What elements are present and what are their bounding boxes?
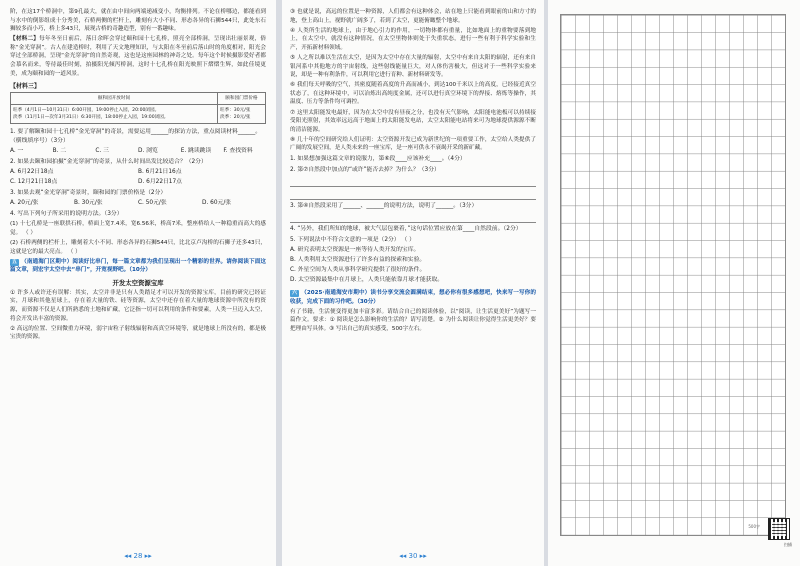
time-off: 淡季（11月1日—次年3月31日）6:30开园，18:00停止入园，19:00闭园。 — [13, 115, 169, 121]
price-off: 淡季：20元/张 — [220, 115, 251, 121]
answer-bracket[interactable]: （ ） — [22, 229, 36, 236]
article-paragraph-3: ③ 也就是说，高远的位置是一种资源，人们都会有这种体会，站在地上只能看到眼前的山和方寸的地，登上高山上，视野就广阔多了，若到了太空，更能俯瞰整个地球。 — [290, 9, 536, 24]
question-2-options — [10, 168, 266, 177]
m-q5-option-d — [290, 276, 536, 285]
option: A. 20元/张 — [10, 200, 39, 207]
page-right — [548, 0, 800, 566]
q5-text: 5. 下列说法中不符合文意的一项是（2分） — [290, 237, 400, 243]
price-peak: 旺季：30元/张 — [220, 108, 251, 114]
page-number: 30 — [408, 552, 418, 560]
page-left — [0, 0, 276, 566]
option: A. 一 — [10, 148, 24, 155]
page-number-middle: ◂◂ 30 ▸▸ — [399, 552, 427, 560]
section-five-intro — [10, 258, 266, 275]
q4-2-text: (2) 石桥两侧的栏杆上，雕刻着大小不同、形态各异的石狮544只，比北京卢沟桥的石狮子还多43只，这就是它的最大亮点。 — [10, 239, 266, 255]
article-paragraph-7: ⑦ 这里太阳能发电最好，因为在太空中没有昼夜之分，也没有天气影响，太阳能电池板可以持续接受阳光照射，其效率远远高于地面上的太阳能发电站，太空太阳能电站将来可为地球提供源源不断的清洁能源。 — [290, 109, 536, 133]
section-six-text: （2025·南通海安市期中）读书分享交流会圆满结束，想必你有很多感想吧，快来写一写你的收获，完成下面的习作吧。（30分） — [290, 290, 536, 305]
question-1: 1. 要了解颐和园十七孔桥“金光穿洞”的奇景，需要运用______的探访方法，重点阅读材料______。（横线填序号）（3分） — [10, 129, 262, 145]
option: C. 50元/张 — [138, 200, 167, 207]
option: C. 12月21日18点 — [10, 179, 58, 186]
m-q5-option-a — [290, 246, 536, 255]
m-question-4: 4. “另外，我们所知的地球，被大气层包裹着，”这句话位置应放在第____自然段前。（2分） — [290, 226, 522, 232]
material-two — [10, 35, 266, 78]
article-paragraph-4: ④ 人类所生活的地球上，由于地心引力的作用，一切物体都有重量，比如地面上的重物要落到地上，在太空中，就没有这种情况，在太空里物体则处于失重状态，进行一些有利于科学实验和生产，开拓新材料领域。 — [290, 27, 536, 51]
option: A. 研究表明太空资源是一座等待人类开发的宝库。 — [290, 247, 420, 253]
article-paragraph-1: ① 许多人或许还有误解：其实，太空并非是只有人类踏足才可以开发的资源宝库，目前的研究已经证实，月球和其他星球上，存在着大量的铁、硅等资源，太空中还存在着大量的地球资源中所没有的资源，而资源不仅是人们所熟悉的土地和矿藏，它泛指一切可以利用的条件和要素，人类一旦迈入太空，将会开发出丰富的资源。 — [10, 289, 266, 322]
page-middle — [282, 0, 544, 566]
option: D. 60元/张 — [202, 200, 232, 207]
section-six-badge: 六 — [292, 290, 298, 296]
table-cell — [11, 105, 218, 124]
option: B. 30元/张 — [74, 200, 103, 207]
question-4-item-2 — [10, 239, 266, 256]
essay-prompt: 有了书籍，生活便变得更加丰富多彩。请结合自己的阅读体验，以“阅读，让生活更美好”为题写一篇作文。要求：① 阅读是怎么影响你的生活的？请写清楚。② 为什么阅读让你觉得生活更美好？要把理由写具体。③ 写出自己的真实感受，500字左右。 — [290, 308, 536, 332]
question-3-options — [10, 199, 266, 208]
qr-code-icon[interactable] — [768, 518, 790, 540]
m-question-5 — [290, 236, 536, 245]
question-2: 2. 如果去颐和园拍摄“金光穿洞”的奇景，从什么时间出发比较适合？（2分） — [10, 159, 207, 166]
word-count-mark: 500字 — [748, 524, 760, 529]
article-paragraph-8: ⑧ 几十年的空间研究给人们证明：太空资源开发已成为新世纪的一项重要工作，太空给人类提供了广阔的发展空间，是人类未来的一座宝库，是一座可供永不衰竭开采的新矿藏。 — [290, 136, 536, 152]
section-five-text: （南通海门区期中）阅读好比串门，每一篇文章都为我们呈现出一个精彩的世界。请你阅读下面这篇文章，到宏宇太空中去“串门”，开宽视野吧。（10分） — [10, 258, 266, 274]
option: D. 6月22日17点 — [138, 179, 182, 186]
article-paragraph-5: ⑤ 人之所以难以生活在太空，是因为太空中存在大量的辐射，太空中有来自太阳的辐射，还有来自银河系中其他地方的宇宙射线，这些射线能量巨大，对人体伤害极大，但这对于一些科学实验来说，却是一种有利条件，可以利用它进行育种、新材料研发等。 — [290, 54, 536, 79]
option: D. 浏览 — [138, 148, 158, 155]
time-peak: 旺季（4月1日—10月31日）6:00开园，19:00停止入园，20:00闭园。 — [13, 108, 160, 114]
answer-line[interactable] — [290, 212, 536, 223]
qr-label: 扫描 — [784, 542, 792, 547]
intro-paragraph: 阶，在这17个桥洞中，第9孔最大，就在由中间向两端递减变小，均衡排列。不论在桥哪边，都能看到与水中的倒影组成十分秀美，石桥两侧的栏杆上，雕刻有大小不同、形态各异的石狮544只，此处东石狮较多而小巧，桥上多43只，展现古桥的奇趣造型，别有一番趣味。 — [10, 9, 266, 33]
m-question-2: 2. 第⑦自然段中加点的“或许”能否去掉？为什么？（3分） — [290, 167, 440, 173]
question-4-item-1 — [10, 220, 266, 237]
option: F. 查找资料 — [223, 148, 253, 155]
table-head-time: 颐和园开放时间 — [11, 93, 218, 105]
option: C. 三 — [95, 148, 109, 155]
section-five-badge: 五 — [12, 258, 18, 265]
option: B. 6月21日16点 — [138, 169, 182, 176]
article-paragraph-2: ② 高远的位置、空间微重力环境，弱宇宙粒子射线辐射和高真空环境等，就是地球上所没有的，都是极宝贵的资源。 — [10, 325, 266, 341]
option: B. 二 — [52, 148, 67, 155]
article-paragraph-6: ⑥ 我们每天呼吸的空气，其密度随着高度的升高而减小，到达100千米以上的高度，已经接近真空状态了，在这种环境中，可以冶炼出高纯度金属，还可以进行真空环境下的焊接、熔炼等操作，其温度、压力等条件均可调控。 — [290, 82, 536, 106]
answer-line[interactable] — [290, 189, 536, 200]
page-number-left: ◂◂ 28 ▸▸ — [124, 552, 152, 560]
question-2-options — [10, 178, 266, 187]
schedule-table — [10, 92, 266, 124]
material-two-label: 【材料二】 — [10, 36, 40, 43]
q4-1-text: (1) 十七孔桥是一座联拱石桥，桥面上宽7.4米，宽6.56米，桥高7米，整座桥给人一种稳重而高大的感觉。 — [10, 221, 266, 236]
option: C. 外星空间为人类从事科学研究提供了很好的条件。 — [290, 267, 426, 273]
option: A. 6月22日18点 — [10, 169, 54, 176]
answer-bracket[interactable]: （ ） — [67, 248, 81, 255]
writing-grid[interactable] — [560, 14, 786, 536]
m-question-3: 3. 第④自然段采用了______、______的说明方法，说明了______。（3分） — [290, 203, 478, 209]
material-two-text: 每年冬至日前后，落日余晖会穿过颐和园十七孔桥，照亮全部桥洞，呈现出壮丽景观，俗称“金光穿洞”。古人在建造桥时，利用了天文地理知识，与太阳在冬至前后落山时的角度相对，阳光会穿过全部桥洞，呈现“金光穿洞”的自然奇观，这也是这座园林的神奇之处。每年这个时候摄影爱好者都会慕名而来，等待最佳时刻，拍摄阳光倾泻桥洞，这时十七孔桥在阳光映照下熠熠生辉，如此佳境更美，成为颐和园的一道风景。 — [10, 36, 266, 77]
article-title: 开发太空资源宝库 — [112, 278, 164, 287]
answer-line[interactable] — [290, 176, 536, 187]
m-question-1: 1. 如果想加强这篇文章的说服力，第⑥段____应该补充____。（4分） — [290, 156, 466, 162]
answer-bracket[interactable]: （ ） — [401, 237, 415, 243]
m-q5-option-b — [290, 256, 536, 265]
question-1-options — [10, 147, 266, 156]
page-number: 28 — [133, 552, 143, 560]
section-six-intro — [290, 289, 536, 306]
material-three-label: 【材料三】 — [10, 83, 41, 91]
question-4: 4. 写出下列句子所采用的说明方法。（3分） — [10, 211, 123, 218]
table-cell — [218, 105, 266, 124]
m-q5-option-c — [290, 266, 536, 275]
option: D. 太空资源最集中在月球上，人类只能依靠月球才能获取。 — [290, 277, 444, 283]
table-head-price: 颐和园门票价格 — [218, 93, 266, 105]
option: B. 人类利用太空资源进行了许多有益的探索和实验。 — [290, 257, 426, 263]
question-3: 3. 如果去观“金光穿洞”奇景时，颐和园的门票价格是（2分） — [10, 190, 167, 197]
option: E. 跳读跳读 — [180, 148, 212, 155]
